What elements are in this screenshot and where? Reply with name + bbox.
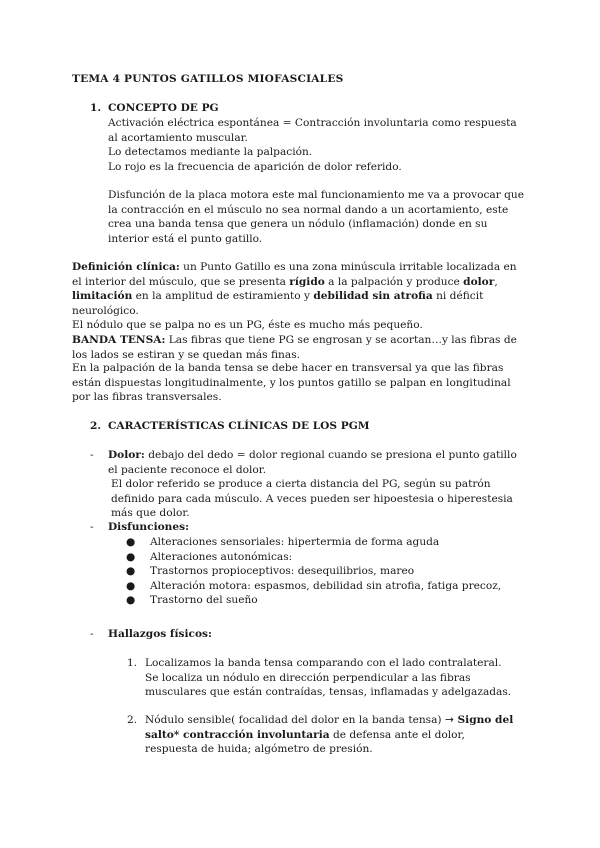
hallazgo-1-text: Localizamos la banda tensa comparando con el lado contralateral. Se localiza un nódulo en dirección perpendicular a las fibras musculares que están contraídas, tensas, inflamadas y adelgazadas. [145, 657, 512, 699]
definicion-label: Definición clínica: [72, 261, 180, 273]
list-item [126, 593, 506, 608]
disfunciones-label: Disfunciones: [108, 521, 189, 533]
hallazgo-1-number: 1. [127, 657, 138, 669]
list-item [126, 535, 506, 550]
hallazgo-2-paragraph [145, 713, 517, 757]
disfunciones-dash: - [90, 521, 94, 533]
hallazgo-2-text [145, 713, 517, 757]
definicion-bold-dolor: dolor [463, 275, 495, 288]
list-item-text: Trastornos propioceptivos: desequilibrios, mareo [150, 565, 415, 578]
document-title: TEMA 4 PUNTOS GATILLOS MIOFASCIALES [72, 73, 344, 85]
hallazgo-2-part-1: Nódulo sensible( focalidad del dolor en la banda tensa) [145, 714, 445, 726]
definicion-text [72, 260, 528, 318]
section-2-heading: CARACTERÍSTICAS CLÍNICAS DE LOS PGM [108, 420, 370, 432]
section-1-body [108, 116, 518, 174]
list-item [126, 564, 506, 579]
list-item-text: Alteraciones autonómicas: [150, 550, 293, 563]
hallazgo-2-part-2: de defensa ante el dolor, respuesta de huida; algómetro de presión. [145, 728, 465, 756]
section-1-number: 1. [90, 102, 102, 114]
definicion-paragraph [72, 260, 528, 362]
bullet-icon: ● [126, 594, 136, 607]
concept-line-2: Lo detectamos mediante la palpación. [108, 146, 313, 159]
dolor-referido-text: El dolor referido se produce a cierta distancia del PG, según su patrón definido para cada músculo. A veces pueden ser hipoestesia o hiperestesia más que dolor. [111, 478, 513, 520]
list-item-text: Trastorno del sueño [150, 594, 258, 607]
bullet-icon: ● [126, 579, 136, 592]
banda-tensa-label: BANDA TENSA: [72, 333, 166, 346]
definicion-part-2: a la palpación y produce [324, 275, 464, 288]
list-item [126, 579, 506, 594]
dolor-label: Dolor: [108, 449, 145, 461]
bullet-icon: ● [126, 536, 136, 548]
definicion-part-5: ni déficit neurológico. [72, 290, 484, 317]
hallazgo-2-bold: Signo del salto* contracción involuntaria [145, 714, 514, 741]
definicion-part-1: un Punto Gatillo es una zona minúscula irritable localizada en el interior del músculo, que se presenta [72, 261, 517, 288]
hallazgos-label: Hallazgos físicos: [108, 628, 212, 640]
disfunciones-list [126, 535, 506, 608]
nodulo-line: El nódulo que se palpa no es un PG, éste es mucho más pequeño. [72, 319, 423, 332]
hallazgo-2-number: 2. [127, 714, 138, 726]
concept-line-1: Activación eléctrica espontánea = Contracción involuntaria como respuesta al acortamiento muscular. [108, 117, 517, 144]
list-item-text: Alteración motora: espasmos, debilidad sin atrofia, fatiga precoz, [150, 579, 502, 592]
definicion-part-4: en la amplitud de estiramiento y [132, 290, 314, 303]
dolor-paragraph [108, 448, 518, 521]
disfuncion-paragraph: Disfunción de la placa motora este mal funcionamiento me va a provocar que la contracción en el músculo no sea normal dando a un acortamiento, este crea una banda tensa que genera un nódulo (inflamación) donde en su interior está el punto gatillo. [108, 189, 524, 245]
banda-tensa-body: Las fibras que tiene PG se engrosan y se acortan…y las fibras de los lados se estiran y se quedan más finas. [72, 333, 517, 361]
dolor-body: debajo del dedo = dolor regional cuando se presiona el punto gatillo el paciente reconoce el dolor. [108, 449, 517, 476]
definicion-bold-limitacion: limitación [72, 290, 133, 303]
list-item [126, 550, 506, 565]
concept-line-3: Lo rojo es la frecuencia de aparición de dolor referido. [108, 160, 402, 173]
banda-tensa-text [72, 333, 528, 362]
right-arrow-icon: → [444, 714, 454, 726]
dolor-text [108, 448, 518, 477]
bullet-icon: ● [126, 550, 136, 563]
hallazgos-dash: - [90, 628, 94, 640]
section-2-number: 2. [90, 420, 102, 432]
section-1-heading: CONCEPTO DE PG [108, 102, 219, 114]
definicion-bold-rigido: rígido [289, 275, 325, 288]
bullet-icon: ● [126, 565, 136, 578]
definicion-part-3: , [494, 275, 498, 288]
dolor-dash: - [90, 449, 94, 461]
list-item-text: Alteraciones sensoriales: hipertermia de forma aguda [150, 536, 440, 548]
palpacion-paragraph: En la palpación de la banda tensa se debe hacer en transversal ya que las fibras están dispuestas longitudinalmente, y los puntos gatillo se palpan en longitudinal por las fibras transversales. [72, 362, 511, 404]
definicion-bold-debilidad: debilidad sin atrofia [313, 290, 433, 303]
